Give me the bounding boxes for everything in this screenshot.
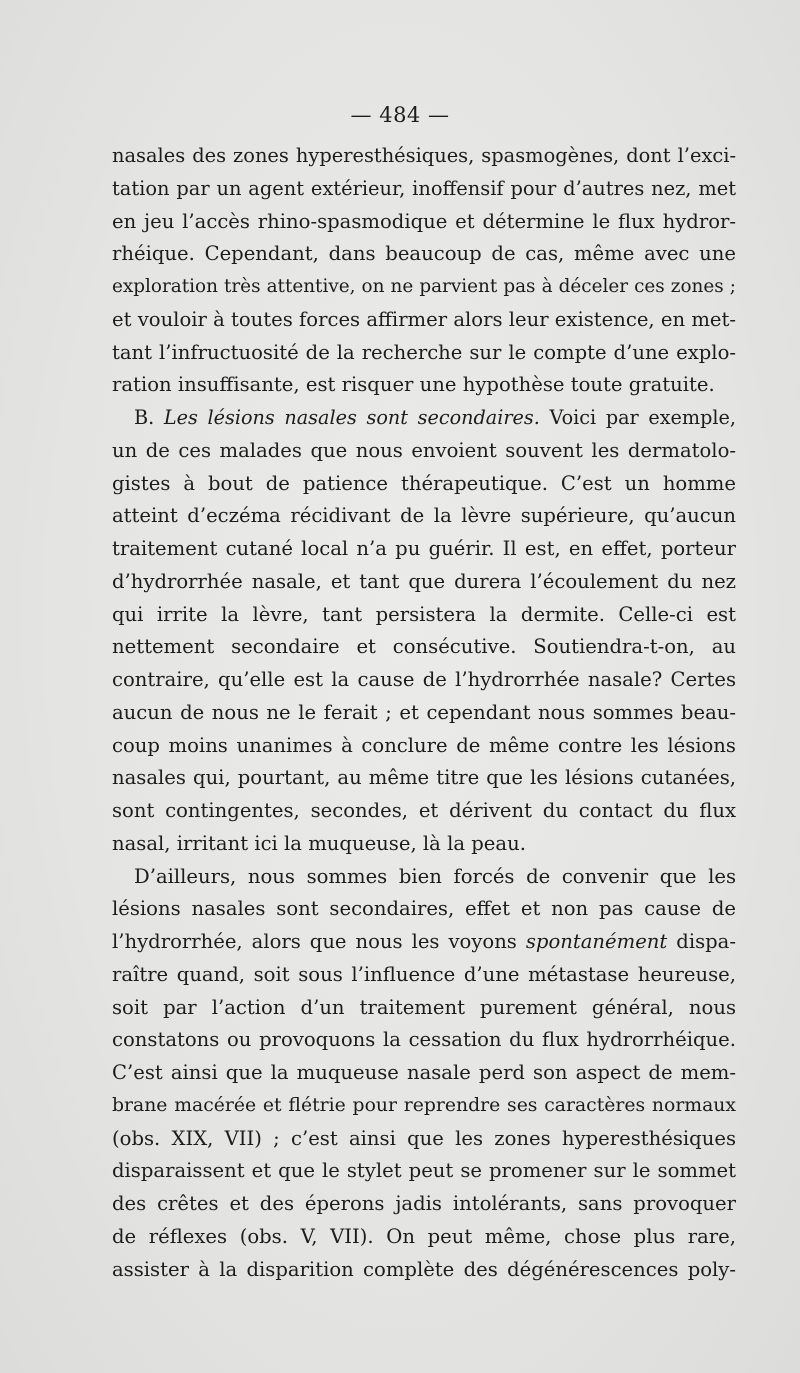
text-run: tant l’infructuosité de la recherche sur le compte d’une explo- bbox=[112, 340, 736, 364]
text-run: D’ailleurs, nous sommes bien forcés de convenir que les bbox=[134, 864, 736, 888]
text-line bbox=[112, 599, 736, 632]
text-run: Voici par exemple, bbox=[539, 406, 736, 429]
text-line bbox=[112, 1254, 736, 1287]
text-line bbox=[112, 238, 736, 271]
text-line bbox=[112, 1123, 736, 1156]
text-line bbox=[112, 140, 736, 173]
text-run: atteint d’eczéma récidivant de la lèvre supérieure, qu’aucun bbox=[112, 504, 736, 528]
text-line bbox=[112, 369, 736, 402]
text-line bbox=[112, 304, 736, 337]
text-run: disparaissent et que le stylet peut se promener sur le sommet bbox=[112, 1159, 736, 1183]
text-line bbox=[112, 468, 736, 501]
text-line bbox=[112, 402, 736, 435]
text-line bbox=[112, 173, 736, 206]
text-run: l’hydrorrhée, alors que nous les voyons bbox=[112, 930, 526, 953]
text-line bbox=[112, 697, 736, 730]
text-run: exploration très attentive, on ne parvient pas à déceler ces zones ; bbox=[112, 276, 736, 297]
text-run: rhéique. Cependant, dans beaucoup de cas, même avec une bbox=[112, 242, 736, 266]
text-run: nasal, irritant ici la muqueuse, là la peau. bbox=[112, 831, 526, 855]
text-run: nettement secondaire et consécutive. Soutiendra-t-on, au bbox=[112, 635, 736, 659]
text-line bbox=[112, 959, 736, 992]
text-run: C’est ainsi que la muqueuse nasale perd son aspect de mem- bbox=[112, 1061, 736, 1084]
text-run: en jeu l’accès rhino-spasmodique et détermine le flux hydror- bbox=[112, 209, 736, 233]
text-run: soit par l’action d’un traitement purement général, nous bbox=[112, 995, 736, 1019]
body-text bbox=[112, 140, 736, 1286]
text-run: lésions nasales sont secondaires, effet et non pas cause de bbox=[112, 897, 736, 921]
text-line bbox=[112, 1155, 736, 1188]
text-line bbox=[112, 206, 736, 239]
text-line bbox=[112, 1057, 736, 1090]
text-run: de réflexes (obs. V, VII). On peut même, chose plus rare, bbox=[112, 1224, 736, 1248]
text-run: nasales qui, pourtant, au même titre que les lésions cutanées, bbox=[112, 766, 736, 790]
text-run: dispa- bbox=[667, 930, 736, 953]
text-run: gistes à bout de patience thérapeutique. C’est un homme bbox=[112, 471, 736, 495]
text-run: qui irrite la lèvre, tant persistera la dermite. Celle-ci est bbox=[112, 602, 736, 626]
text-run: ration insuffisante, est risquer une hypothèse toute gratuite. bbox=[112, 373, 715, 397]
italic-text: spontanément bbox=[525, 930, 668, 953]
text-run: (obs. XIX, VII) ; c’est ainsi que les zones hyperesthésiques bbox=[112, 1126, 736, 1150]
text-run: B. bbox=[134, 406, 164, 429]
italic-text: Les lésions nasales sont secondaires. bbox=[163, 406, 540, 429]
text-run: d’hydrorrhée nasale, et tant que durera l’écoulement du nez bbox=[112, 569, 736, 593]
text-line bbox=[112, 893, 736, 926]
text-line bbox=[112, 435, 736, 468]
page-number: — 484 — bbox=[350, 103, 450, 127]
text-line bbox=[112, 664, 736, 697]
text-run: nasales des zones hyperesthésiques, spasmogènes, dont l’exci- bbox=[112, 144, 736, 167]
text-line bbox=[112, 500, 736, 533]
text-run: brane macérée et flétrie pour reprendre ses caractères normaux bbox=[112, 1094, 736, 1116]
text-run: tation par un agent extérieur, inoffensif pour d’autres nez, met bbox=[112, 176, 736, 200]
text-run: assister à la disparition complète des dégénérescences poly- bbox=[112, 1257, 736, 1281]
text-line bbox=[112, 533, 736, 566]
text-line bbox=[112, 1221, 736, 1254]
text-run: un de ces malades que nous envoient souvent les dermatolo- bbox=[112, 438, 736, 462]
text-run: des crêtes et des éperons jadis intolérants, sans provoquer bbox=[112, 1192, 736, 1215]
text-run: constatons ou provoquons la cessation du flux hydrorrhéique. bbox=[112, 1028, 736, 1052]
text-run: et vouloir à toutes forces affirmer alors leur existence, en met- bbox=[112, 307, 736, 331]
text-run: raître quand, soit sous l’influence d’une métastase heureuse, bbox=[112, 962, 736, 986]
text-line bbox=[112, 762, 736, 795]
text-line bbox=[112, 730, 736, 763]
text-line bbox=[112, 1188, 736, 1221]
text-run: contraire, qu’elle est la cause de l’hydrorrhée nasale? Certes bbox=[112, 668, 736, 691]
text-run: traitement cutané local n’a pu guérir. Il est, en effet, porteur bbox=[112, 537, 736, 560]
text-line bbox=[112, 271, 736, 304]
text-line bbox=[112, 337, 736, 370]
text-line bbox=[112, 795, 736, 828]
text-line bbox=[112, 926, 736, 959]
text-run: sont contingentes, secondes, et dérivent du contact du flux bbox=[112, 799, 736, 822]
text-line bbox=[112, 1090, 736, 1123]
text-line bbox=[112, 566, 736, 599]
text-line bbox=[112, 992, 736, 1025]
text-line bbox=[112, 1024, 736, 1057]
text-line bbox=[112, 861, 736, 894]
text-run: aucun de nous ne le ferait ; et cependant nous sommes beau- bbox=[112, 700, 736, 724]
text-run: coup moins unanimes à conclure de même contre les lésions bbox=[112, 733, 736, 757]
text-line bbox=[112, 828, 736, 861]
text-line bbox=[112, 631, 736, 664]
